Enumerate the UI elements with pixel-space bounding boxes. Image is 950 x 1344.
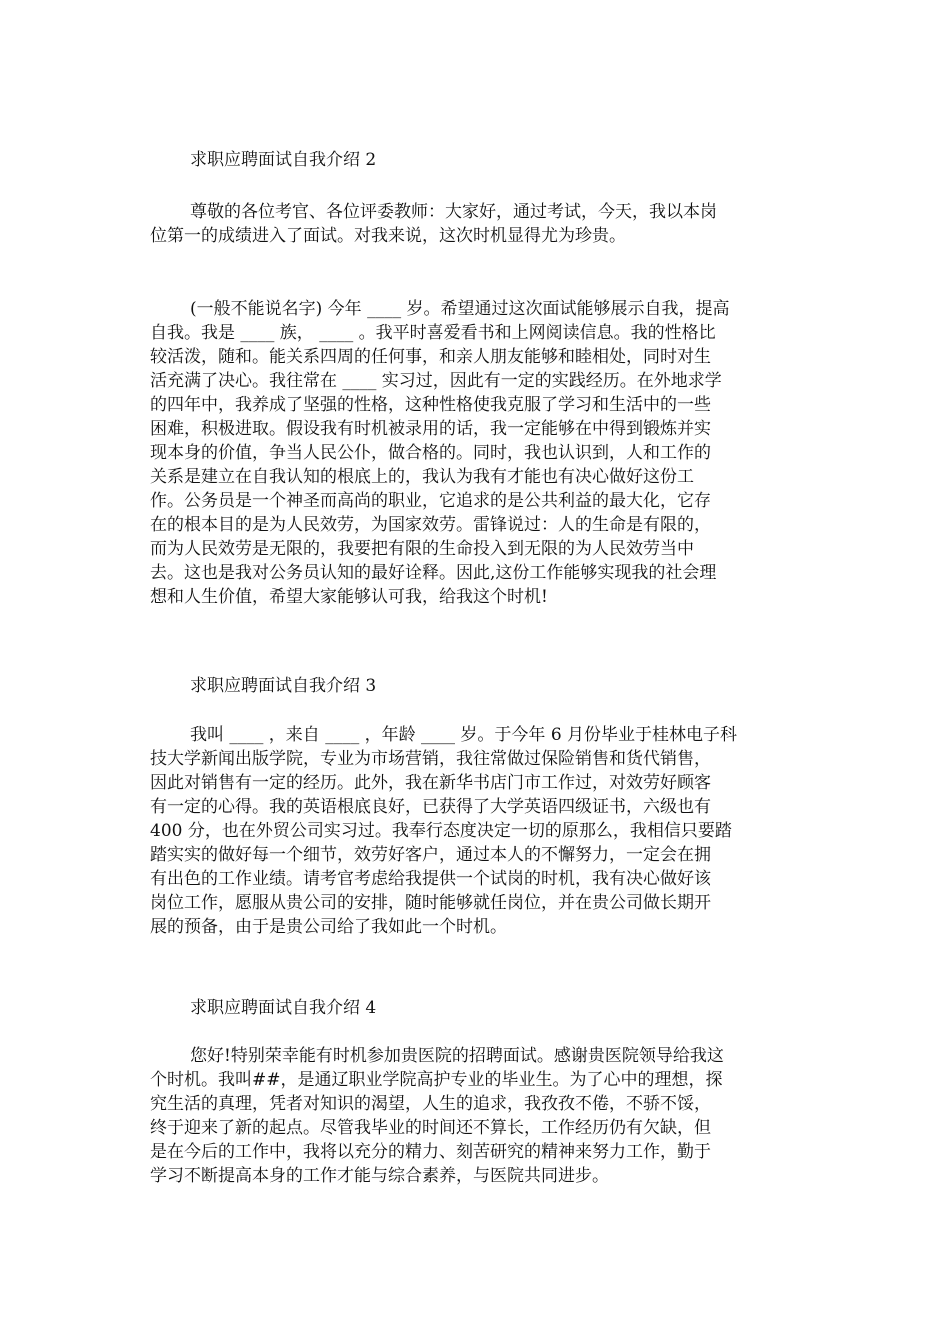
section-heading-3: 求职应聘面试自我介绍 3 bbox=[190, 676, 377, 696]
section-3-paragraph-1 bbox=[150, 723, 810, 939]
text-line: 而为人民效劳是无限的，我要把有限的生命投入到无限的为人民效劳当中 bbox=[150, 539, 694, 559]
text-line: 技大学新闻出版学院，专业为市场营销，我往常做过保险销售和货代销售， bbox=[150, 749, 711, 769]
text-line: 作。公务员是一个神圣而高尚的职业，它追求的是公共利益的最大化，它存 bbox=[150, 491, 711, 511]
text-line: 终于迎来了新的起点。尽管我毕业的时间还不算长，工作经历仍有欠缺，但 bbox=[150, 1118, 711, 1138]
section-2-paragraph-2 bbox=[150, 297, 810, 609]
text-line: 关系是建立在自我认知的根底上的，我认为我有才能也有决心做好这份工 bbox=[150, 467, 694, 487]
text-line: 您好!特别荣幸能有时机参加贵医院的招聘面试。感谢贵医院领导给我这 bbox=[190, 1046, 724, 1066]
text-line: 有一定的心得。我的英语根底良好，已获得了大学英语四级证书，六级也有 bbox=[150, 797, 711, 817]
text-line: 现本身的价值，争当人民公仆，做合格的。同时，我也认识到，人和工作的 bbox=[150, 443, 711, 463]
text-line: 学习不断提高本身的工作才能与综合素养，与医院共同进步。 bbox=[150, 1166, 609, 1186]
text-line: 因此对销售有一定的经历。此外，我在新华书店门市工作过，对效劳好顾客 bbox=[150, 773, 711, 793]
text-line: 究生活的真理，凭者对知识的渴望，人生的追求，我孜孜不倦，不骄不馁， bbox=[150, 1094, 711, 1114]
section-heading-4: 求职应聘面试自我介绍 4 bbox=[190, 998, 377, 1018]
text-line: 尊敬的各位考官、各位评委教师：大家好，通过考试，今天，我以本岗 bbox=[190, 202, 717, 222]
text-line: 困难，积极进取。假设我有时机被录用的话，我一定能够在中得到锻炼并实 bbox=[150, 419, 711, 439]
text-line: 我叫 ____ ，来自 ____ ，年龄 ____ 岁。于今年 6 月份毕业于桂林电子科 bbox=[190, 725, 738, 745]
text-line: 是在今后的工作中，我将以充分的精力、刻苦研究的精神来努力工作，勤于 bbox=[150, 1142, 711, 1162]
text-line: 去。这也是我对公务员认知的最好诠释。因此,这份工作能够实现我的社会理 bbox=[150, 563, 717, 583]
text-line: 想和人生价值，希望大家能够认可我，给我这个时机! bbox=[150, 587, 548, 607]
text-line: 自我。我是 ____ 族， ____ 。我平时喜爱看书和上网阅读信息。我的性格比 bbox=[150, 323, 716, 343]
section-2-paragraph-1 bbox=[150, 200, 810, 248]
text-line: 在的根本目的是为人民效劳，为国家效劳。雷锋说过：人的生命是有限的， bbox=[150, 515, 711, 535]
text-line: 岗位工作，愿服从贵公司的安排，随时能够就任岗位，并在贵公司做长期开 bbox=[150, 893, 711, 913]
text-line: (一般不能说名字) 今年 ____ 岁。希望通过这次面试能够展示自我，提高 bbox=[190, 299, 730, 319]
text-line: 踏实实的做好每一个细节，效劳好客户，通过本人的不懈努力，一定会在拥 bbox=[150, 845, 711, 865]
text-line: 活充满了决心。我往常在 ____ 实习过，因此有一定的实践经历。在外地求学 bbox=[150, 371, 722, 391]
text-line: 个时机。我叫##，是通辽职业学院高护专业的毕业生。为了心中的理想，探 bbox=[150, 1070, 723, 1090]
section-heading-2: 求职应聘面试自我介绍 2 bbox=[190, 150, 377, 170]
text-line: 有出色的工作业绩。请考官考虑给我提供一个试岗的时机，我有决心做好该 bbox=[150, 869, 711, 889]
text-line: 较活泼，随和。能关系四周的任何事，和亲人朋友能够和睦相处，同时对生 bbox=[150, 347, 711, 367]
section-4-paragraph-1 bbox=[150, 1044, 810, 1188]
text-line: 展的预备，由于是贵公司给了我如此一个时机。 bbox=[150, 917, 507, 937]
text-line: 位第一的成绩进入了面试。对我来说，这次时机显得尤为珍贵。 bbox=[150, 226, 626, 246]
text-line: 400 分，也在外贸公司实习过。我奉行态度决定一切的原那么，我相信只要踏 bbox=[150, 821, 732, 841]
text-line: 的四年中，我养成了坚强的性格，这种性格使我克服了学习和生活中的一些 bbox=[150, 395, 711, 415]
